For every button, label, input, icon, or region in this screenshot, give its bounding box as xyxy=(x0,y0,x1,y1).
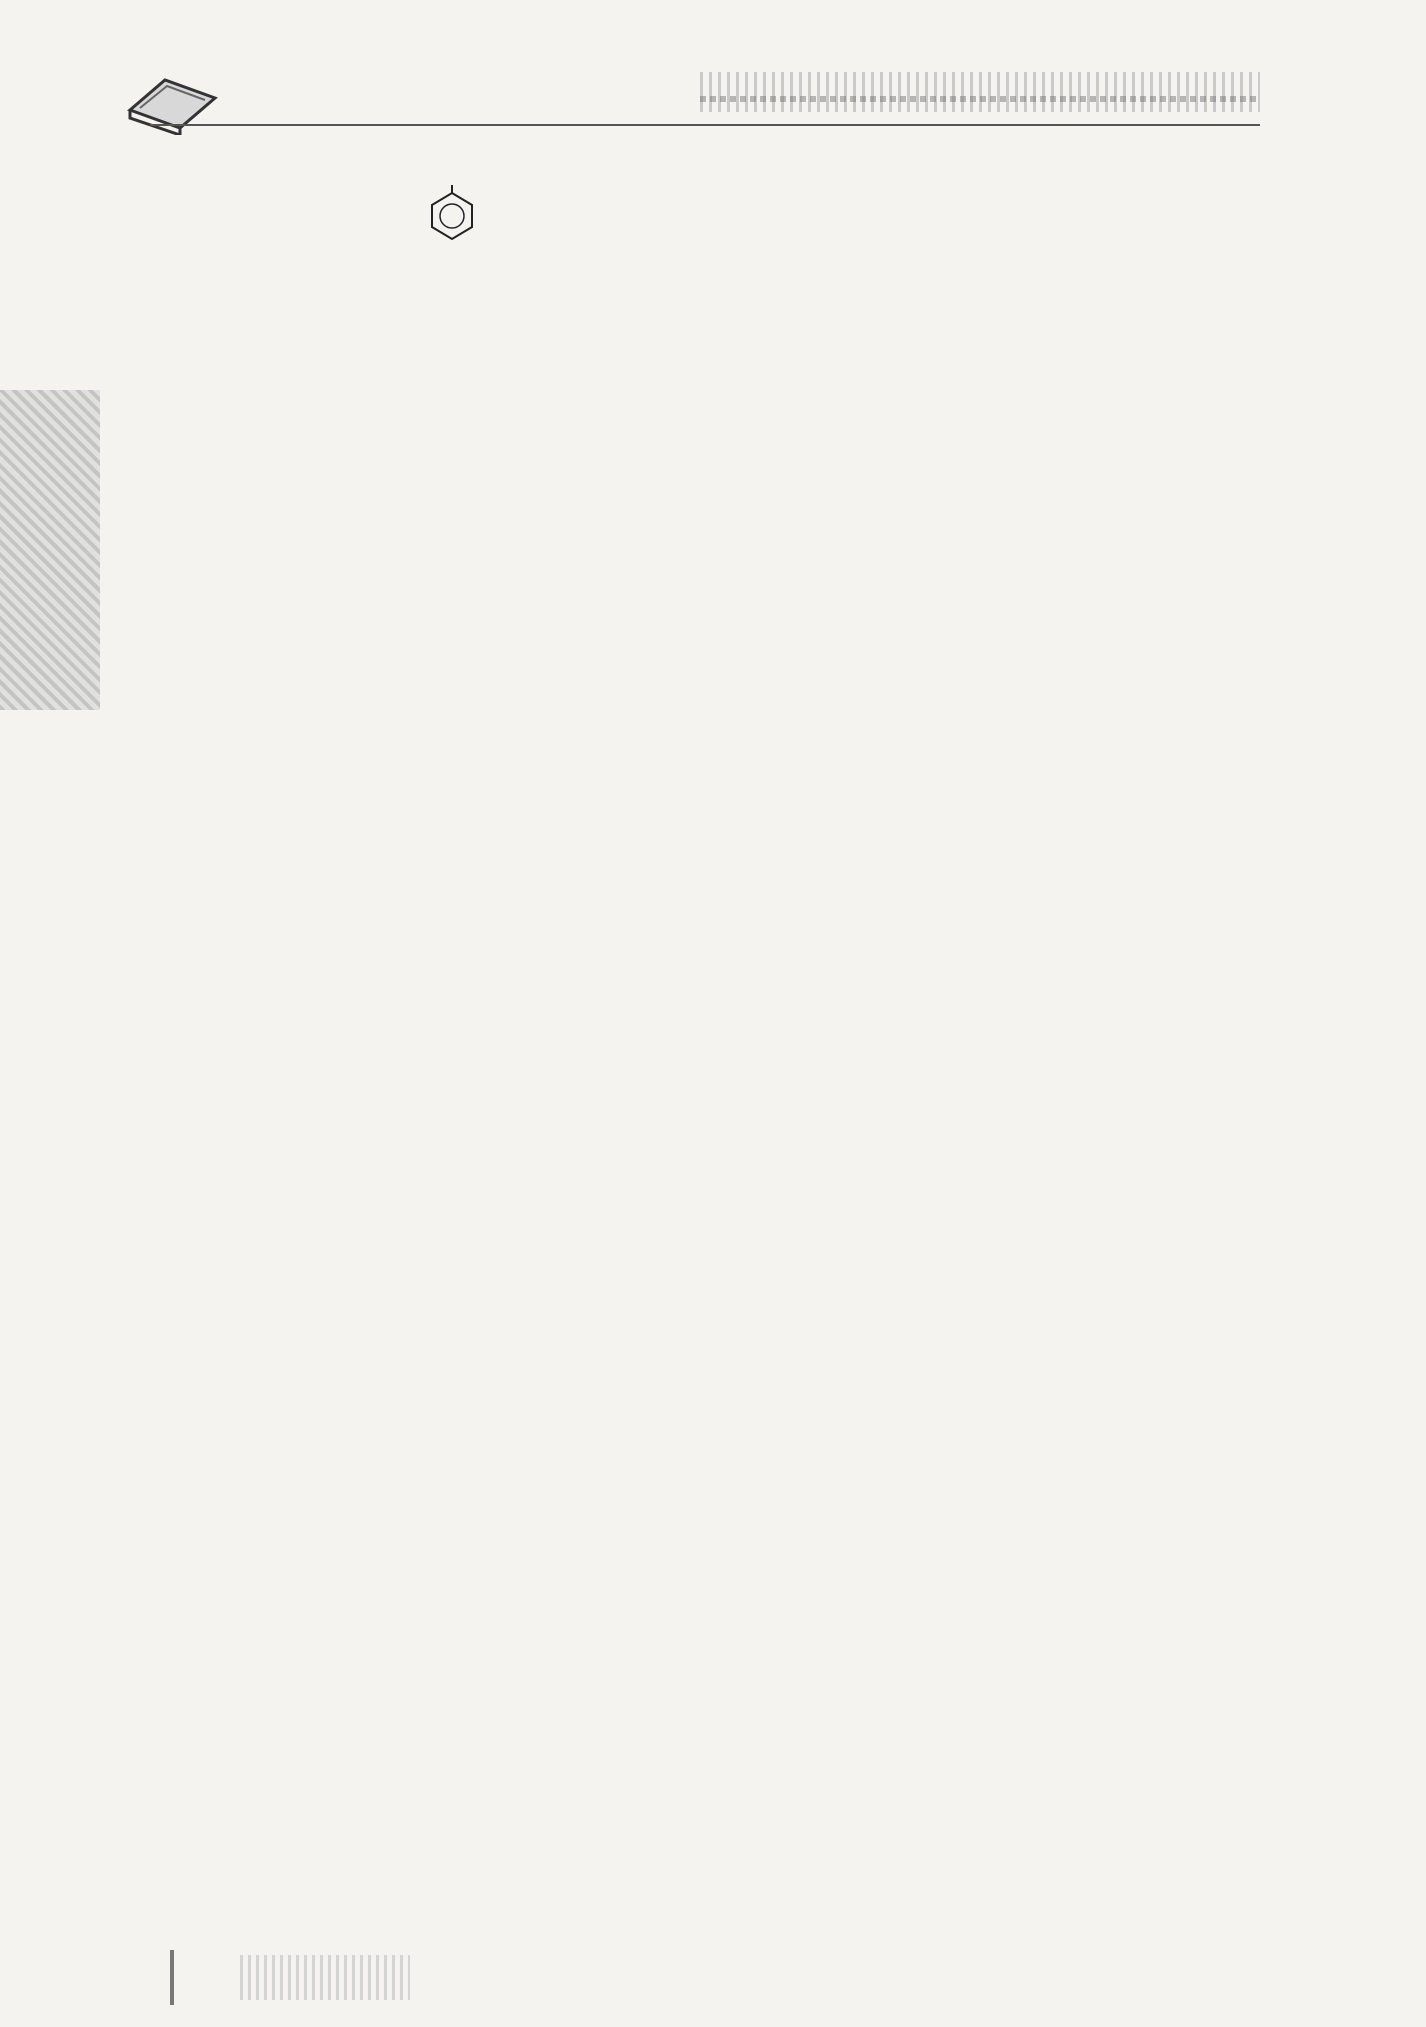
footer-bar xyxy=(170,1950,174,2005)
footer-decoration xyxy=(240,1955,410,2000)
page-header xyxy=(0,0,1426,150)
header-decoration xyxy=(700,72,1260,112)
side-texture xyxy=(0,390,100,710)
benzene-ring-icon xyxy=(422,185,482,245)
item-10 xyxy=(160,145,1295,475)
item-14 xyxy=(160,527,1295,667)
answer-content xyxy=(160,145,1295,695)
header-rule xyxy=(150,124,1260,126)
header-decoration-dashes xyxy=(700,96,1260,102)
